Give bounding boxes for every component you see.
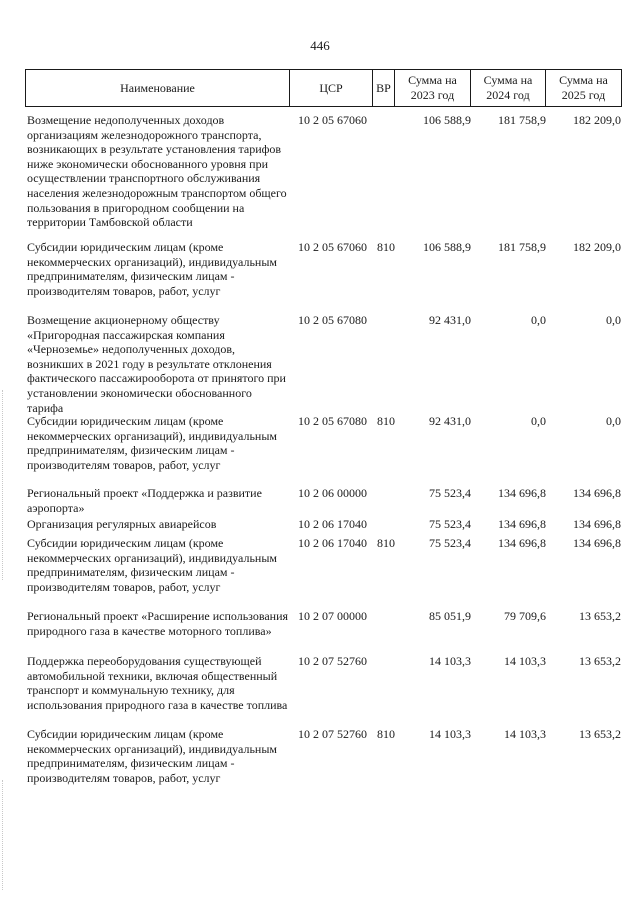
header-name: Наименование xyxy=(25,69,290,107)
row-sum-2025: 13 653,2 xyxy=(579,609,621,623)
row-sum-2023: 92 431,0 xyxy=(429,313,471,327)
row-csr: 10 2 05 67060 xyxy=(298,113,367,127)
row-sum-2024: 134 696,8 xyxy=(498,536,546,550)
row-name: Субсидии юридическим лицам (кроме некоммерческих организаций), индивидуальным предпринимателям, физическим лицам - производителям товаров, работ, услуг xyxy=(27,240,277,298)
row-csr: 10 2 06 17040 xyxy=(298,536,367,550)
row-sum-2023: 85 051,9 xyxy=(429,609,471,623)
row-sum-2024: 0,0 xyxy=(531,313,546,327)
row-vr: 810 xyxy=(377,727,395,741)
row-sum-2025: 182 209,0 xyxy=(573,240,621,254)
row-csr: 10 2 05 67060 xyxy=(298,240,367,254)
row-csr: 10 2 05 67080 xyxy=(298,313,367,327)
header-csr: ЦСР xyxy=(289,69,373,107)
header-vr: ВР xyxy=(372,69,395,107)
scan-margin-mark xyxy=(2,780,4,890)
row-vr: 810 xyxy=(377,240,395,254)
row-name: Субсидии юридическим лицам (кроме некоммерческих организаций), индивидуальным предпринимателям, физическим лицам - производителям товаров, работ, услуг xyxy=(27,414,277,472)
row-sum-2024: 14 103,3 xyxy=(504,654,546,668)
row-name: Субсидии юридическим лицам (кроме некоммерческих организаций), индивидуальным предпринимателям, физическим лицам - производителям товаров, работ, услуг xyxy=(27,727,277,785)
row-sum-2025: 13 653,2 xyxy=(579,654,621,668)
row-sum-2023: 14 103,3 xyxy=(429,727,471,741)
row-csr: 10 2 05 67080 xyxy=(298,414,367,428)
row-sum-2024: 79 709,6 xyxy=(504,609,546,623)
row-vr: 810 xyxy=(377,536,395,550)
header-sum-2024: Сумма на 2024 год xyxy=(470,69,546,107)
row-csr: 10 2 06 00000 xyxy=(298,486,367,500)
row-sum-2023: 106 588,9 xyxy=(423,240,471,254)
row-sum-2023: 14 103,3 xyxy=(429,654,471,668)
row-sum-2024: 181 758,9 xyxy=(498,113,546,127)
page-number: 446 xyxy=(310,38,330,53)
row-name: Региональный проект «Поддержка и развитие аэропорта» xyxy=(27,486,262,515)
header-sum-2023: Сумма на 2023 год xyxy=(394,69,471,107)
row-sum-2023: 75 523,4 xyxy=(429,536,471,550)
row-sum-2023: 106 588,9 xyxy=(423,113,471,127)
row-sum-2025: 0,0 xyxy=(606,414,621,428)
row-csr: 10 2 06 17040 xyxy=(298,517,367,531)
row-sum-2024: 0,0 xyxy=(531,414,546,428)
row-name: Поддержка переоборудования существующей автомобильной техники, включая общественный транспорт и коммунальную технику, для использования природного газа в качестве топлива xyxy=(27,654,288,712)
row-sum-2024: 134 696,8 xyxy=(498,517,546,531)
row-name: Региональный проект «Расширение использования природного газа в качестве моторного топлива» xyxy=(27,609,289,638)
row-sum-2025: 134 696,8 xyxy=(573,517,621,531)
row-sum-2025: 134 696,8 xyxy=(573,486,621,500)
row-vr: 810 xyxy=(377,414,395,428)
row-name: Субсидии юридическим лицам (кроме некоммерческих организаций), индивидуальным предпринимателям, физическим лицам - производителям товаров, работ, услуг xyxy=(27,536,277,594)
row-sum-2023: 75 523,4 xyxy=(429,486,471,500)
row-sum-2025: 134 696,8 xyxy=(573,536,621,550)
row-name: Организация регулярных авиарейсов xyxy=(27,517,217,531)
row-sum-2024: 181 758,9 xyxy=(498,240,546,254)
scan-margin-mark xyxy=(2,390,4,580)
row-name: Возмещение недополученных доходов организациям железнодорожного транспорта, возникающих в результате установления тарифов ниже экономически обоснованного уровня при осуществлении транспортного обслуживания населения железнодорожным транспортом общего пользования в пригородном сообщении на территории Тамбовской области xyxy=(27,113,287,230)
row-sum-2025: 13 653,2 xyxy=(579,727,621,741)
row-sum-2024: 14 103,3 xyxy=(504,727,546,741)
row-sum-2024: 134 696,8 xyxy=(498,486,546,500)
row-csr: 10 2 07 52760 xyxy=(298,654,367,668)
header-sum-2025: Сумма на 2025 год xyxy=(545,69,622,107)
row-sum-2023: 75 523,4 xyxy=(429,517,471,531)
row-name: Возмещение акционерному обществу «Пригородная пассажирская компания «Черноземье» недополученных доходов, возникших в 2021 году в результате отклонения фактического пассажирооборота от принятого при установлении экономически обоснованного тарифа xyxy=(27,313,286,415)
row-sum-2023: 92 431,0 xyxy=(429,414,471,428)
row-sum-2025: 182 209,0 xyxy=(573,113,621,127)
row-csr: 10 2 07 52760 xyxy=(298,727,367,741)
row-csr: 10 2 07 00000 xyxy=(298,609,367,623)
row-sum-2025: 0,0 xyxy=(606,313,621,327)
